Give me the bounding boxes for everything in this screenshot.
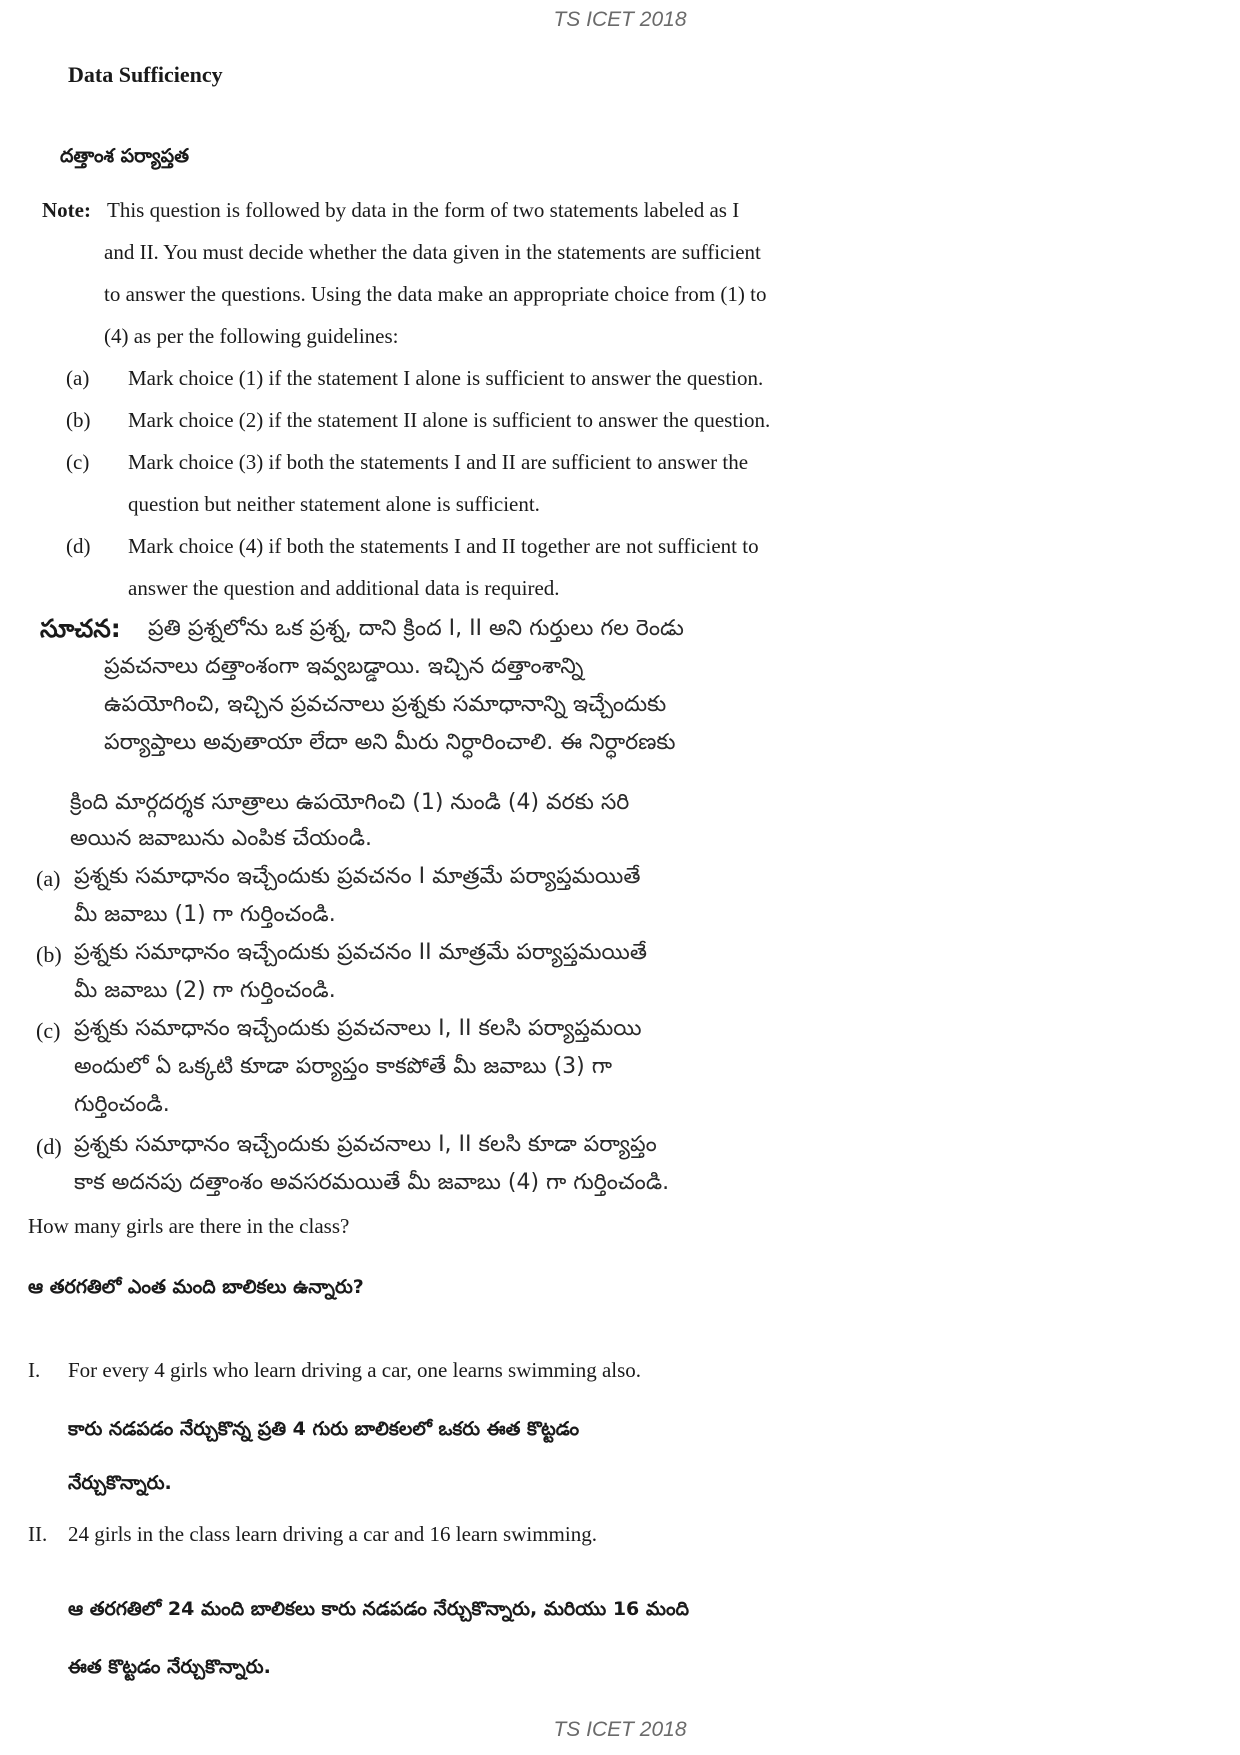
option-text-telugu: ప్రశ్నకు సమాధానం ఇచ్చేందుకు ప్రవచనాలు I, II కలసి కూడా పర్యాప్తం: [74, 1132, 657, 1157]
option-text-telugu: ప్రశ్నకు సమాధానం ఇచ్చేందుకు ప్రవచనాలు I, II కలసి పర్యాప్తమయి: [74, 1016, 642, 1041]
option-text: Mark choice (2) if the statement II alone is sufficient to answer the question.: [128, 408, 771, 432]
statement-label: II.: [28, 1522, 48, 1546]
option-label: (a): [66, 366, 90, 390]
note-line: to answer the questions. Using the data make an appropriate choice from (1) to: [104, 282, 767, 306]
option-text: Mark choice (1) if the statement I alone is sufficient to answer the question.: [128, 366, 764, 390]
page-footer: TS ICET 2018: [553, 1718, 687, 1741]
option-text-telugu: కాక అదనపు దత్తాంశం అవసరమయితే మీ జవాబు (4) గా గుర్తించండి.: [74, 1170, 670, 1195]
note-line: and II. You must decide whether the data given in the statements are sufficient: [104, 240, 761, 264]
statement-text-telugu: ఈత కొట్టడం నేర్చుకొన్నారు.: [68, 1656, 271, 1678]
option-text-telugu: అందులో ఏ ఒక్కటి కూడా పర్యాప్తం కాకపోతే మీ జవాబు (3) గా: [74, 1054, 612, 1079]
note-label-telugu: సూచన:: [40, 614, 121, 643]
note-line-telugu: అయిన జవాబును ఎంపిక చేయండి.: [70, 826, 372, 851]
option-label: (d): [66, 534, 91, 558]
option-label: (d): [36, 1134, 62, 1159]
option-text-telugu: మీ జవాబు (1) గా గుర్తించండి.: [74, 902, 336, 927]
note-line: This question is followed by data in the form of two statements labeled as I: [107, 198, 740, 222]
option-text-telugu: మీ జవాబు (2) గా గుర్తించండి.: [74, 978, 336, 1003]
option-label: (c): [36, 1018, 61, 1043]
statement-text: 24 girls in the class learn driving a car and 16 learn swimming.: [68, 1522, 597, 1546]
statement-text-telugu: ఆ తరగతిలో 24 మంది బాలికలు కారు నడపడం నేర్చుకొన్నారు, మరియు 16 మంది: [68, 1598, 690, 1620]
note-line-telugu: ప్రవచనాలు దత్తాంశంగా ఇవ్వబడ్డాయి. ఇచ్చిన దత్తాంశాన్ని: [104, 654, 584, 679]
note-line: (4) as per the following guidelines:: [104, 324, 399, 348]
option-text-telugu: ప్రశ్నకు సమాధానం ఇచ్చేందుకు ప్రవచనం I మాత్రమే పర్యాప్తమయితే: [74, 864, 641, 889]
option-label: (b): [36, 942, 62, 967]
note-line-telugu: పర్యాప్తాలు అవుతాయా లేదా అని మీరు నిర్ధారించాలి. ఈ నిర్ధారణకు: [104, 730, 676, 755]
option-text: Mark choice (3) if both the statements I and II are sufficient to answer the: [128, 450, 749, 474]
section-title-telugu: దత్తాంశ పర్యాప్తత: [60, 145, 189, 167]
note-line-telugu: ప్రతి ప్రశ్నలోను ఒక ప్రశ్న, దాని క్రింద I, II అని గుర్తులు గల రెండు: [148, 616, 684, 641]
statement-text-telugu: నేర్చుకొన్నారు.: [68, 1472, 172, 1494]
option-label: (c): [66, 450, 90, 474]
note-line-telugu: ఉపయోగించి, ఇచ్చిన ప్రవచనాలు ప్రశ్నకు సమాధానాన్ని ఇచ్చేందుకు: [104, 692, 667, 717]
statement-label: I.: [28, 1358, 41, 1382]
question-text-telugu: ఆ తరగతిలో ఎంత మంది బాలికలు ఉన్నారు?: [28, 1276, 364, 1298]
option-text: Mark choice (4) if both the statements I and II together are not sufficient to: [128, 534, 759, 558]
note-line-telugu: క్రింది మార్గదర్శక సూత్రాలు ఉపయోగించి (1) నుండి (4) వరకు సరి: [70, 790, 630, 815]
option-text: question but neither statement alone is sufficient.: [128, 492, 540, 516]
option-text-telugu: ప్రశ్నకు సమాధానం ఇచ్చేందుకు ప్రవచనం II మాత్రమే పర్యాప్తమయితే: [74, 940, 647, 965]
statement-text-telugu: కారు నడపడం నేర్చుకొన్న ప్రతి 4 గురు బాలికలలో ఒకరు ఈత కొట్టడం: [68, 1418, 580, 1440]
option-text: answer the question and additional data is required.: [128, 576, 560, 600]
page-header: TS ICET 2018: [553, 8, 687, 31]
note-label: Note:: [42, 198, 91, 222]
question-text: How many girls are there in the class?: [28, 1214, 350, 1238]
section-title: Data Sufficiency: [68, 62, 223, 87]
option-text-telugu: గుర్తించండి.: [74, 1092, 170, 1117]
option-label: (a): [36, 866, 61, 891]
statement-text: For every 4 girls who learn driving a car, one learns swimming also.: [68, 1358, 642, 1382]
option-label: (b): [66, 408, 91, 432]
